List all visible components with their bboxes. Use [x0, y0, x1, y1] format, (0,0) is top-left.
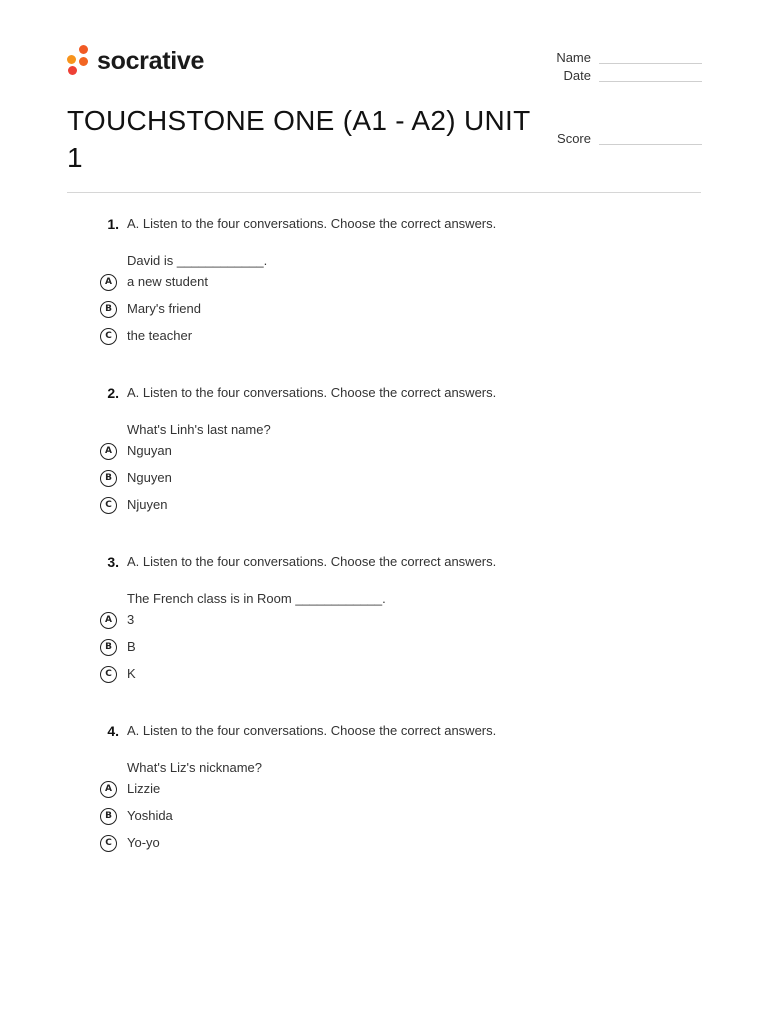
brand-name: socrative [97, 46, 205, 75]
answer-bubble-a[interactable]: A [100, 612, 117, 629]
answer-bubble-a[interactable]: A [100, 274, 117, 291]
answer-bubble-c[interactable]: C [100, 328, 117, 345]
question-4 [67, 721, 707, 859]
option-c[interactable] [100, 325, 707, 352]
option-b[interactable] [100, 636, 707, 663]
page-title: TOUCHSTONE ONE (A1 - A2) UNIT 1 [67, 105, 531, 173]
question-prompt: What's Liz's nickname? [127, 760, 263, 775]
option-text: Yo-yo [127, 835, 160, 850]
name-label: Name [556, 49, 591, 65]
option-text: 3 [127, 612, 135, 627]
socrative-logo-icon [67, 45, 91, 77]
question-number: 4. [107, 723, 119, 739]
option-a[interactable] [100, 440, 707, 467]
question-text: A. Listen to the four conversations. Choose the correct answers. [127, 554, 497, 569]
date-line[interactable] [599, 69, 702, 82]
question-number: 1. [107, 216, 119, 232]
answer-bubble-b[interactable]: B [100, 301, 117, 318]
option-text: Nguyen [127, 470, 172, 485]
option-a[interactable] [100, 609, 707, 636]
question-number: 3. [107, 554, 119, 570]
question-1 [67, 214, 707, 352]
name-line[interactable] [599, 51, 702, 64]
answer-bubble-c[interactable]: C [100, 497, 117, 514]
answer-bubble-a[interactable]: A [100, 781, 117, 798]
answer-bubble-c[interactable]: C [100, 835, 117, 852]
option-b[interactable] [100, 805, 707, 832]
name-field[interactable] [540, 48, 702, 66]
option-text: Yoshida [127, 808, 173, 823]
option-c[interactable] [100, 832, 707, 859]
question-3 [67, 552, 707, 690]
date-field[interactable] [540, 66, 702, 84]
socrative-logo [67, 45, 204, 77]
option-a[interactable] [100, 271, 707, 298]
option-b[interactable] [100, 298, 707, 325]
option-text: the teacher [127, 328, 193, 343]
answer-bubble-b[interactable]: B [100, 470, 117, 487]
option-text: Lizzie [127, 781, 161, 796]
answer-bubble-b[interactable]: B [100, 808, 117, 825]
option-text: a new student [127, 274, 208, 289]
answer-bubble-b[interactable]: B [100, 639, 117, 656]
option-text: Njuyen [127, 497, 168, 512]
question-text: A. Listen to the four conversations. Choose the correct answers. [127, 216, 497, 231]
option-text: Nguyan [127, 443, 172, 458]
option-text: Mary's friend [127, 301, 202, 316]
option-text: K [127, 666, 136, 681]
question-text: A. Listen to the four conversations. Choose the correct answers. [127, 723, 497, 738]
option-a[interactable] [100, 778, 707, 805]
option-b[interactable] [100, 467, 707, 494]
question-2 [67, 383, 707, 521]
score-label: Score [557, 130, 591, 146]
student-info-fields [540, 48, 702, 147]
header-divider [67, 192, 701, 193]
score-line[interactable] [599, 132, 702, 145]
option-text: B [127, 639, 136, 654]
answer-bubble-c[interactable]: C [100, 666, 117, 683]
question-prompt: The French class is in Room ____________. [127, 591, 386, 606]
option-c[interactable] [100, 494, 707, 521]
question-number: 2. [107, 385, 119, 401]
date-label: Date [563, 67, 591, 83]
score-field[interactable] [540, 129, 702, 147]
answer-bubble-a[interactable]: A [100, 443, 117, 460]
question-text: A. Listen to the four conversations. Choose the correct answers. [127, 385, 497, 400]
option-c[interactable] [100, 663, 707, 690]
question-prompt: What's Linh's last name? [127, 422, 271, 437]
question-prompt: David is ____________. [127, 253, 268, 268]
